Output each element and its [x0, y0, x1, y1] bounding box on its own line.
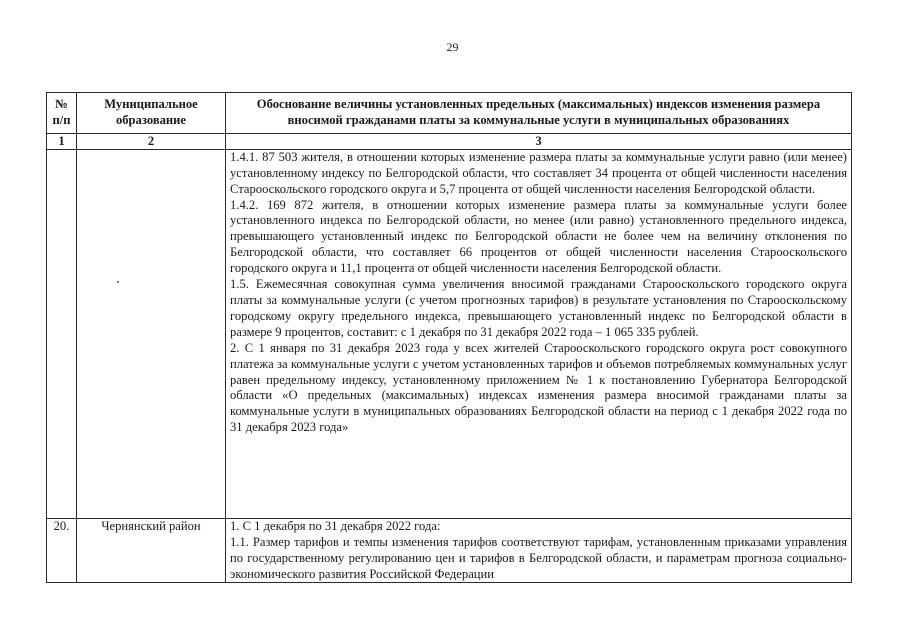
header-num-line-1: №: [55, 97, 68, 111]
header-num-line-2: п/п: [52, 112, 71, 127]
scan-speck: [117, 281, 119, 283]
table-row: [47, 518, 852, 583]
table-header-row: [47, 93, 852, 134]
column-number-2: 2: [77, 133, 226, 149]
row-20-municipality: Чернянский район: [77, 518, 226, 583]
paragraph-20-1: 1. С 1 декабря по 31 декабря 2022 года:: [230, 518, 441, 533]
row-justification-cell: [226, 149, 852, 518]
header-municipality-line-1: Муниципальное: [104, 97, 198, 111]
header-justification: Обоснование величины установленных предельных (максимальных) индексов изменения размера вносимой гражданами платы за коммунальные услуги в муниципальных образованиях: [226, 93, 852, 134]
header-num: [47, 93, 77, 134]
header-municipality: [77, 93, 226, 134]
header-municipality-line-2: образование: [115, 112, 187, 127]
column-number-1: 1: [47, 133, 77, 149]
paragraph-1-4-1: 1.4.1. 87 503 жителя, в отношении которых изменение размера платы за коммунальные услуги равно (или менее) установленному индексу по Белгородской области, что составляет 34 процента от общей численности населения Старооскольского городского округа и 5,7 процента от общей численности населения Белгородской области.: [230, 149, 847, 196]
row-20-num: 20.: [47, 518, 77, 583]
paragraph-2: 2. С 1 января по 31 декабря 2023 года у всех жителей Старооскольского городского округа рост совокупного платежа за коммунальные услуги с учетом установленных тарифов и объемов потребляемых коммунальных услуг равен предельному индексу, установленному приложением № 1 к постановлению Губернатора Белгородской области «О предельных (максимальных) индексах изменения размера вносимой гражданами платы за коммунальные услуги в муниципальных образованиях Белгородской области на период с 1 декабря 2022 года по 31 декабря 2023 года»: [230, 340, 847, 435]
column-number-row: [47, 133, 852, 149]
paragraph-20-1-1: 1.1. Размер тарифов и темпы изменения тарифов соответствуют тарифам, установленным приказами управления по государственному регулированию цен и тарифов в Белгородской области, и параметрам прогноза социально-экономического развития Российской Федерации: [230, 534, 847, 581]
row-municipality-cell-empty: [77, 149, 226, 518]
row-num-cell-empty: [47, 149, 77, 518]
row-20-justification-cell: [226, 518, 852, 583]
page-number: 29: [446, 40, 459, 54]
table-row: [47, 149, 852, 518]
municipal-index-table: [46, 92, 852, 583]
paragraph-1-4-2: 1.4.2. 169 872 жителя, в отношении которых изменение размера платы за коммунальные услуги более установленного индекса по Белгородской области, но менее (или равно) установленного предельного индекса, превышающего установленный индекс по Белгородской области не более чем на величину отклонения по Белгородской области, что составляет 66 процентов от общей численности населения Старооскольского городского округа и 11,1 процента от общей численности населения Белгородской области.: [230, 197, 847, 276]
paragraph-1-5: 1.5. Ежемесячная совокупная сумма увеличения вносимой гражданами Старооскольского городского округа платы за коммунальные услуги (с учетом прогнозных тарифов) в результате установления по Старооскольскому городскому округу предельного индекса, превышающего установленный индекс по Белгородской области в размере 9 процентов, составит: с 1 декабря по 31 декабря 2022 года – 1 065 335 рублей.: [230, 277, 847, 339]
column-number-3: 3: [226, 133, 852, 149]
